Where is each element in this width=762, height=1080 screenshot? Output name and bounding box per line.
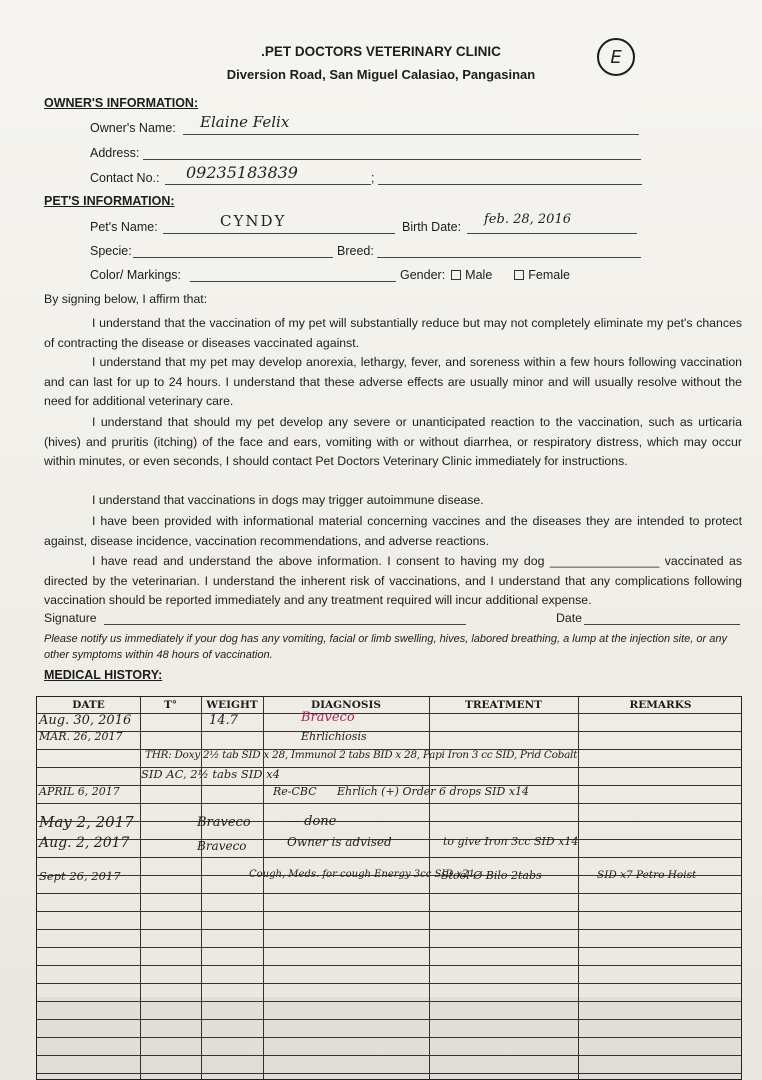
medical-history-table <box>36 696 742 1080</box>
corner-circle-mark: E <box>597 38 635 76</box>
entry-8-treatment: Stool Ø Bilo 2tabs <box>441 869 542 882</box>
consent-paragraph-1 <box>44 314 742 353</box>
contact-line-2 <box>378 184 642 185</box>
gender-group <box>400 268 570 282</box>
consent-intro: By signing below, I affirm that: <box>44 292 208 306</box>
gender-label: Gender: <box>400 268 446 282</box>
row-line <box>37 821 742 822</box>
date-label: Date <box>556 611 582 625</box>
pet-name-value[interactable]: CYNDY <box>220 212 287 230</box>
col-treatment: TREATMENT <box>465 699 542 711</box>
entry-7-note: Owner is advised <box>287 835 392 849</box>
owner-section-title: OWNER'S INFORMATION: <box>44 96 199 110</box>
breed-line <box>377 257 641 258</box>
specie-line <box>133 257 333 258</box>
entry-1-weight: 14.7 <box>209 713 238 728</box>
row-line <box>37 1037 742 1038</box>
pet-name-line <box>163 233 395 234</box>
entry-7-date: Aug. 2, 2017 <box>39 835 130 851</box>
entry-3-treatment-line: THR: Doxy 2½ tab SID x 28, Immunol 2 tabs BID x 28, Papi Iron 3 cc SID, Prid Cobalt <box>145 749 578 761</box>
owner-name-label: Owner's Name: <box>90 121 176 135</box>
owner-name-value[interactable]: Elaine Felix <box>200 113 290 131</box>
entry-8-diagnosis: Cough, Meds. for cough Energy 3cc SID x21 <box>249 869 475 880</box>
birth-date-line <box>467 233 637 234</box>
owner-name-line <box>183 134 639 135</box>
row-line <box>37 911 742 912</box>
address-label: Address: <box>90 146 140 160</box>
specie-label: Specie: <box>90 244 132 258</box>
pet-section-title: PET'S INFORMATION: <box>44 194 175 208</box>
pet-name-label: Pet's Name: <box>90 220 158 234</box>
clinic-name: .PET DOCTORS VETERINARY CLINIC <box>261 44 501 59</box>
row-line <box>37 893 742 894</box>
row-line <box>37 947 742 948</box>
male-label: Male <box>465 268 493 282</box>
consent-paragraph-4 <box>44 491 742 511</box>
birth-date-value[interactable]: feb. 28, 2016 <box>484 212 571 227</box>
entry-1-date: Aug. 30, 2016 <box>39 713 132 728</box>
row-line <box>37 713 742 714</box>
consent-text-3: I understand that should my pet develop any severe or unanticipated reaction to the vaccination, such as urticaria (hives) and pruritis (itching) of the face and ears, vomiting with or without diarrhea, or respiratory distress, which may occur within minutes, or even seconds, I should contact Pet Doctors Veterinary Clinic immediately for instructions. <box>44 415 742 468</box>
row-line <box>37 731 742 732</box>
col-temp: T° <box>163 699 178 711</box>
signature-line[interactable] <box>104 624 466 625</box>
entry-8-date: Sept 26, 2017 <box>39 869 121 883</box>
consent-text-2: I understand that my pet may develop anorexia, lethargy, fever, and soreness within a few hours following vaccination and can last for up to 24 hours. I understand that these adverse effects are usually minor and will usually resolve without the need for additional veterinary care. <box>44 355 742 408</box>
entry-2-diagnosis: Ehrlichiosis <box>301 730 367 743</box>
row-line <box>37 1073 742 1074</box>
entry-6-product: Braveco <box>197 815 251 830</box>
medical-section-title: MEDICAL HISTORY: <box>44 668 163 682</box>
address-line <box>143 159 641 160</box>
row-line <box>37 983 742 984</box>
contact-value[interactable]: 09235183839 <box>186 163 298 182</box>
color-label: Color/ Markings: <box>90 268 181 282</box>
entry-6-date: May 2, 2017 <box>39 813 134 831</box>
consent-paragraph-2 <box>44 353 742 412</box>
notice-text: Please notify us immediately if your dog has any vomiting, facial or limb swelling, hives, labored breathing, a lump at the injection site, or any other symptoms within 48 hours of vaccination. <box>44 633 727 661</box>
color-line <box>190 281 396 282</box>
consent-paragraph-6 <box>44 552 742 611</box>
signature-label: Signature <box>44 611 97 625</box>
contact-separator: ; <box>371 171 375 185</box>
entry-1-diagnosis: Braveco <box>301 710 355 725</box>
col-remarks: REMARKS <box>629 699 692 711</box>
col-weight: WEIGHT <box>206 699 258 711</box>
clinic-address: Diversion Road, San Miguel Calasiao, Pangasinan <box>226 67 536 82</box>
contact-label: Contact No.: <box>90 171 160 185</box>
entry-2-date: MAR. 26, 2017 <box>39 730 123 743</box>
row-line <box>37 857 742 858</box>
col-divider <box>140 697 141 1080</box>
entry-4-treatment-line: SID AC, 2½ tabs SID x4 <box>141 767 280 781</box>
consent-paragraph-3 <box>44 413 742 472</box>
row-line <box>37 965 742 966</box>
col-date: DATE <box>72 699 105 711</box>
entry-8-remarks: SID x7 Petro Hoist <box>597 869 697 881</box>
row-line <box>37 929 742 930</box>
row-line <box>37 1019 742 1020</box>
col-diagnosis: DIAGNOSIS <box>311 699 381 711</box>
entry-6-note: — done <box>287 814 337 829</box>
entry-5-diagnosis: Re-CBC <box>273 785 317 798</box>
row-line <box>37 1001 742 1002</box>
date-line[interactable] <box>584 624 740 625</box>
entry-5-treatment: Ehrlich (+) Order 6 drops SID x14 <box>337 785 530 798</box>
row-line <box>37 803 742 804</box>
consent-text-1: I understand that the vaccination of my pet will substantially reduce but may not completely eliminate my pet's chances of contracting the disease or diseases vaccinated against. <box>44 316 742 350</box>
consent-text-4: I understand that vaccinations in dogs may trigger autoimmune disease. <box>92 493 484 507</box>
consent-text-6: I have read and understand the above information. I consent to having my dog ________________ vaccinated as directed by the veterinarian. I understand the inherent risk of vaccinations, and I understand that any complications following vaccination should be reported immediately and any treatment required will incur additional expense. <box>44 554 742 607</box>
contact-line <box>165 184 371 185</box>
table-shading <box>37 997 742 1080</box>
female-label: Female <box>528 268 570 282</box>
consent-paragraph-5 <box>44 512 742 551</box>
breed-label: Breed: <box>337 244 374 258</box>
entry-5-date: APRIL 6, 2017 <box>39 785 120 798</box>
birth-date-label: Birth Date: <box>402 220 462 234</box>
entry-7-product: Braveco <box>197 839 247 853</box>
female-checkbox[interactable] <box>514 270 524 280</box>
consent-text-5: I have been provided with informational material concerning vaccines and the diseases they are intended to protect against, disease incidence, vaccination recommendations, and adverse reactions. <box>44 514 742 548</box>
entry-7-treatment: to give Iron 3cc SID x14 <box>443 835 579 848</box>
row-line <box>37 1055 742 1056</box>
male-checkbox[interactable] <box>451 270 461 280</box>
col-divider <box>578 697 579 1080</box>
